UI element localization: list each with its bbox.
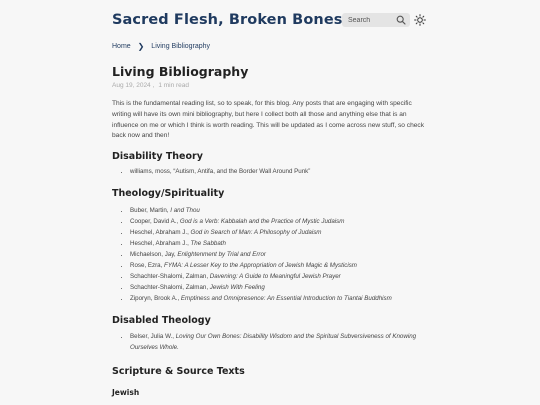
list-item [130,271,430,282]
intro-paragraph: This is the fundamental reading list, so to speak, for this blog. Any posts that are engaging with specific writing will have its own mini bibliography, but here I collect both all those and anything else that is an influence on me or which I think is worth reading. This will be updated as I come across new stuff, so check back now and then! [112,100,425,140]
author: Rose, Ezra, [130,262,165,270]
post-date: Aug 19, 2024 [112,82,151,89]
section-list [112,166,430,177]
section-heading: Theology/Spirituality [112,188,225,200]
section-list [112,331,430,353]
author: Cooper, David A., [130,218,180,226]
list-item [130,331,430,353]
site-title[interactable]: Sacred Flesh, Broken Bones [112,12,343,28]
author: Schachter-Shalomi, Zalman, [130,273,210,281]
author: Heschel, Abraham J., [130,229,191,237]
section-heading: Disabled Theology [112,315,211,327]
search-input[interactable] [342,13,398,27]
author: Buber, Martin, [130,207,171,215]
work-title: I and Thou [170,207,200,215]
chevron-right-icon: ❯ [137,42,145,51]
list-item [130,216,430,227]
list-item [130,282,430,293]
section-list [112,205,430,304]
list-item [130,205,430,216]
work-title: FYMA: A Lesser Key to the Appropriation of Jewish Magic & Mysticism [164,262,357,270]
work-title: Emptiness and Omnipresence: An Essential Introduction to Tiantai Buddhism [180,295,392,303]
list-item [130,238,430,249]
work-title: God is a Verb: Kabbalah and the Practice of Mystic Judaism [179,218,345,226]
subsection-heading: Jewish [112,388,140,398]
list-item [130,293,430,304]
list-item [130,166,430,177]
author: Michaelson, Jay, [130,251,178,259]
work-title: Jewish With Feeling [209,284,265,292]
post-meta: Aug 19, 2024 , 1 min read [112,82,190,89]
main-content [112,63,430,398]
sun-icon[interactable] [414,14,426,26]
author: Schachter-Shalomi, Zalman, [130,284,210,292]
author: williams, moss, [130,168,174,176]
work-title: Davening: A Guide to Meaningful Jewish Prayer [209,273,341,281]
search-box[interactable] [342,13,410,27]
site-header [112,10,430,32]
breadcrumb-current-link[interactable]: Living Bibliography [151,43,211,50]
author: Ziporyn, Brook A., [130,295,181,303]
search-icon[interactable] [396,15,406,25]
section-heading: Scripture & Source Texts [112,366,245,378]
work-title: Enlightenment by Trial and Error [177,251,266,259]
work-title: God in Search of Man: A Philosophy of Judaism [190,229,322,237]
list-item [130,227,430,238]
work-title: Loving Our Own Bones: Disability Wisdom and the Spiritual Subversiveness of Knowing Ourselves Whole. [130,333,417,352]
breadcrumb [112,42,210,52]
page-title: Living Bibliography [112,64,249,79]
author: Heschel, Abraham J., [130,240,191,248]
author: Belser, Julia W., [130,333,176,341]
read-time: 1 min read [158,82,190,89]
list-item [130,260,430,271]
work-title: “Autism, Antifa, and the Border Wall Around Punk” [173,168,311,176]
section-heading: Disability Theory [112,151,203,163]
work-title: The Sabbath [190,240,226,248]
list-item [130,249,430,260]
breadcrumb-home-link[interactable]: Home [112,43,131,50]
